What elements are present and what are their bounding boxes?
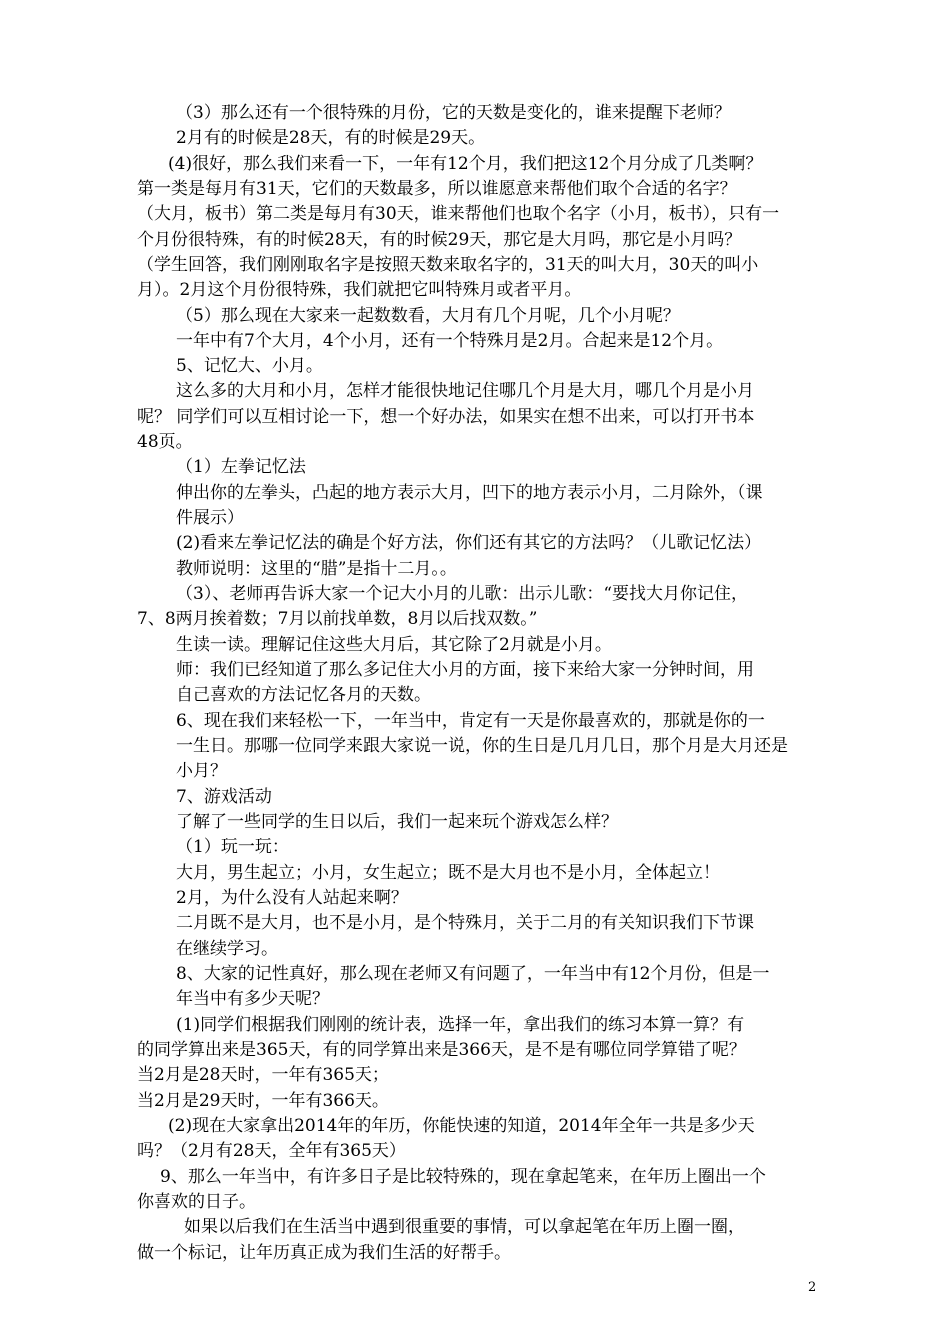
text-line: 自己喜欢的方法记忆各月的天数。 — [176, 685, 431, 705]
text-line: 教师说明：这里的“腊”是指十二月。。 — [176, 559, 457, 579]
text-line: 二月既不是大月，也不是小月，是个特殊月，关于二月的有关知识我们下节课 — [176, 913, 754, 933]
text-line: （5）那么现在大家来一起数数看，大月有几个月呢，几个小月呢？ — [176, 306, 680, 326]
text-line: 9、那么一年当中，有许多日子是比较特殊的，现在拿起笔来，在年历上圈出一个 — [160, 1167, 766, 1187]
text-line: 生读一读。理解记住这些大月后，其它除了2月就是小月。 — [176, 635, 612, 655]
text-line: 师：我们已经知道了那么多记住大小月的方面，接下来给大家一分钟时间，用 — [176, 660, 754, 680]
text-line: (1)同学们根据我们刚刚的统计表，选择一年，拿出我们的练习本算一算？有 — [176, 1015, 745, 1035]
text-line: 当2月是28天时，一年有365天； — [137, 1065, 389, 1085]
text-line: 当2月是29天时，一年有366天。 — [137, 1091, 389, 1111]
text-line: (4)很好，那么我们来看一下，一年有12个月，我们把这12个月分成了几类啊？ — [168, 154, 763, 174]
page-number: 2 — [808, 1280, 817, 1295]
text-line: （大月，板书）第二类是每月有30天，谁来帮他们也取个名字（小月，板书），只有一 — [137, 204, 780, 224]
text-line: 一年中有7个大月，4个小月，还有一个特殊月是2月。合起来是12个月。 — [176, 331, 724, 351]
text-line: 做一个标记，让年历真正成为我们生活的好帮手。 — [137, 1243, 511, 1263]
text-line: （3）那么还有一个很特殊的月份，它的天数是变化的，谁来提醒下老师？ — [176, 103, 731, 123]
text-line: (2)看来左拳记忆法的确是个好方法，你们还有其它的方法吗？（儿歌记忆法） — [176, 533, 762, 553]
text-line: 6、现在我们来轻松一下，一年当中，肯定有一天是你最喜欢的，那就是你的一 — [176, 711, 765, 731]
text-line: 件展示） — [176, 508, 244, 528]
text-line: 你喜欢的日子。 — [137, 1192, 256, 1212]
text-line: 48页。 — [137, 432, 193, 452]
section-heading: 5、记忆大、小月。 — [176, 356, 323, 376]
text-line: 2月，为什么没有人站起来啊？ — [176, 888, 408, 908]
text-line: 伸出你的左拳头，凸起的地方表示大月，凹下的地方表示小月，二月除外，（课 — [176, 483, 763, 503]
text-line: 月）。2月这个月份很特殊，我们就把它叫特殊月或者平月。 — [137, 280, 582, 300]
text-line: 小月？ — [176, 761, 227, 781]
text-line: （1）玩一玩： — [176, 837, 289, 857]
text-line: 第一类是每月有31天，它们的天数最多，所以谁愿意来帮他们取个合适的名字？ — [137, 179, 737, 199]
text-line: （学生回答，我们刚刚取名字是按照天数来取名字的，31天的叫大月，30天的叫小 — [137, 255, 759, 275]
text-line: （3）、老师再告诉大家一个记大小月的儿歌：出示儿歌：“要找大月你记住， — [176, 584, 749, 604]
text-line: 在继续学习。 — [176, 939, 278, 959]
text-line: 的同学算出来是365天，有的同学算出来是366天，是不是有哪位同学算错了呢？ — [137, 1040, 746, 1060]
text-line: 一生日。那哪一位同学来跟大家说一说，你的生日是几月几日，那个月是大月还是 — [176, 736, 788, 756]
text-line: 8、大家的记性真好，那么现在老师又有问题了，一年当中有12个月份，但是一 — [176, 964, 770, 984]
text-line: 了解了一些同学的生日以后，我们一起来玩个游戏怎么样？ — [176, 812, 618, 832]
text-line: 大月，男生起立；小月，女生起立；既不是大月也不是小月，全体起立！ — [176, 863, 720, 883]
text-line: 如果以后我们在生活当中遇到很重要的事情，可以拿起笔在年历上圈一圈， — [184, 1217, 745, 1237]
text-line: 这么多的大月和小月，怎样才能很快地记住哪几个月是大月，哪几个月是小月 — [176, 381, 754, 401]
text-line: 7、8两月挨着数；7月以前找单数，8月以后找双数。” — [137, 609, 538, 629]
text-line: 2月有的时候是28天，有的时候是29天。 — [176, 128, 486, 148]
text-line: 吗？（2月有28天，全年有365天） — [137, 1141, 406, 1161]
text-line: （1）左拳记忆法 — [176, 457, 306, 477]
section-heading: 7、游戏活动 — [176, 787, 272, 807]
text-line: (2)现在大家拿出2014年的年历，你能快速的知道，2014年全年一共是多少天 — [168, 1116, 755, 1136]
text-line: 呢？ 同学们可以互相讨论一下，想一个好办法，如果实在想不出来，可以打开书本 — [137, 407, 755, 427]
text-line: 个月份很特殊，有的时候28天，有的时候29天，那它是大月吗，那它是小月吗？ — [137, 230, 742, 250]
text-line: 年当中有多少天呢？ — [176, 989, 329, 1009]
